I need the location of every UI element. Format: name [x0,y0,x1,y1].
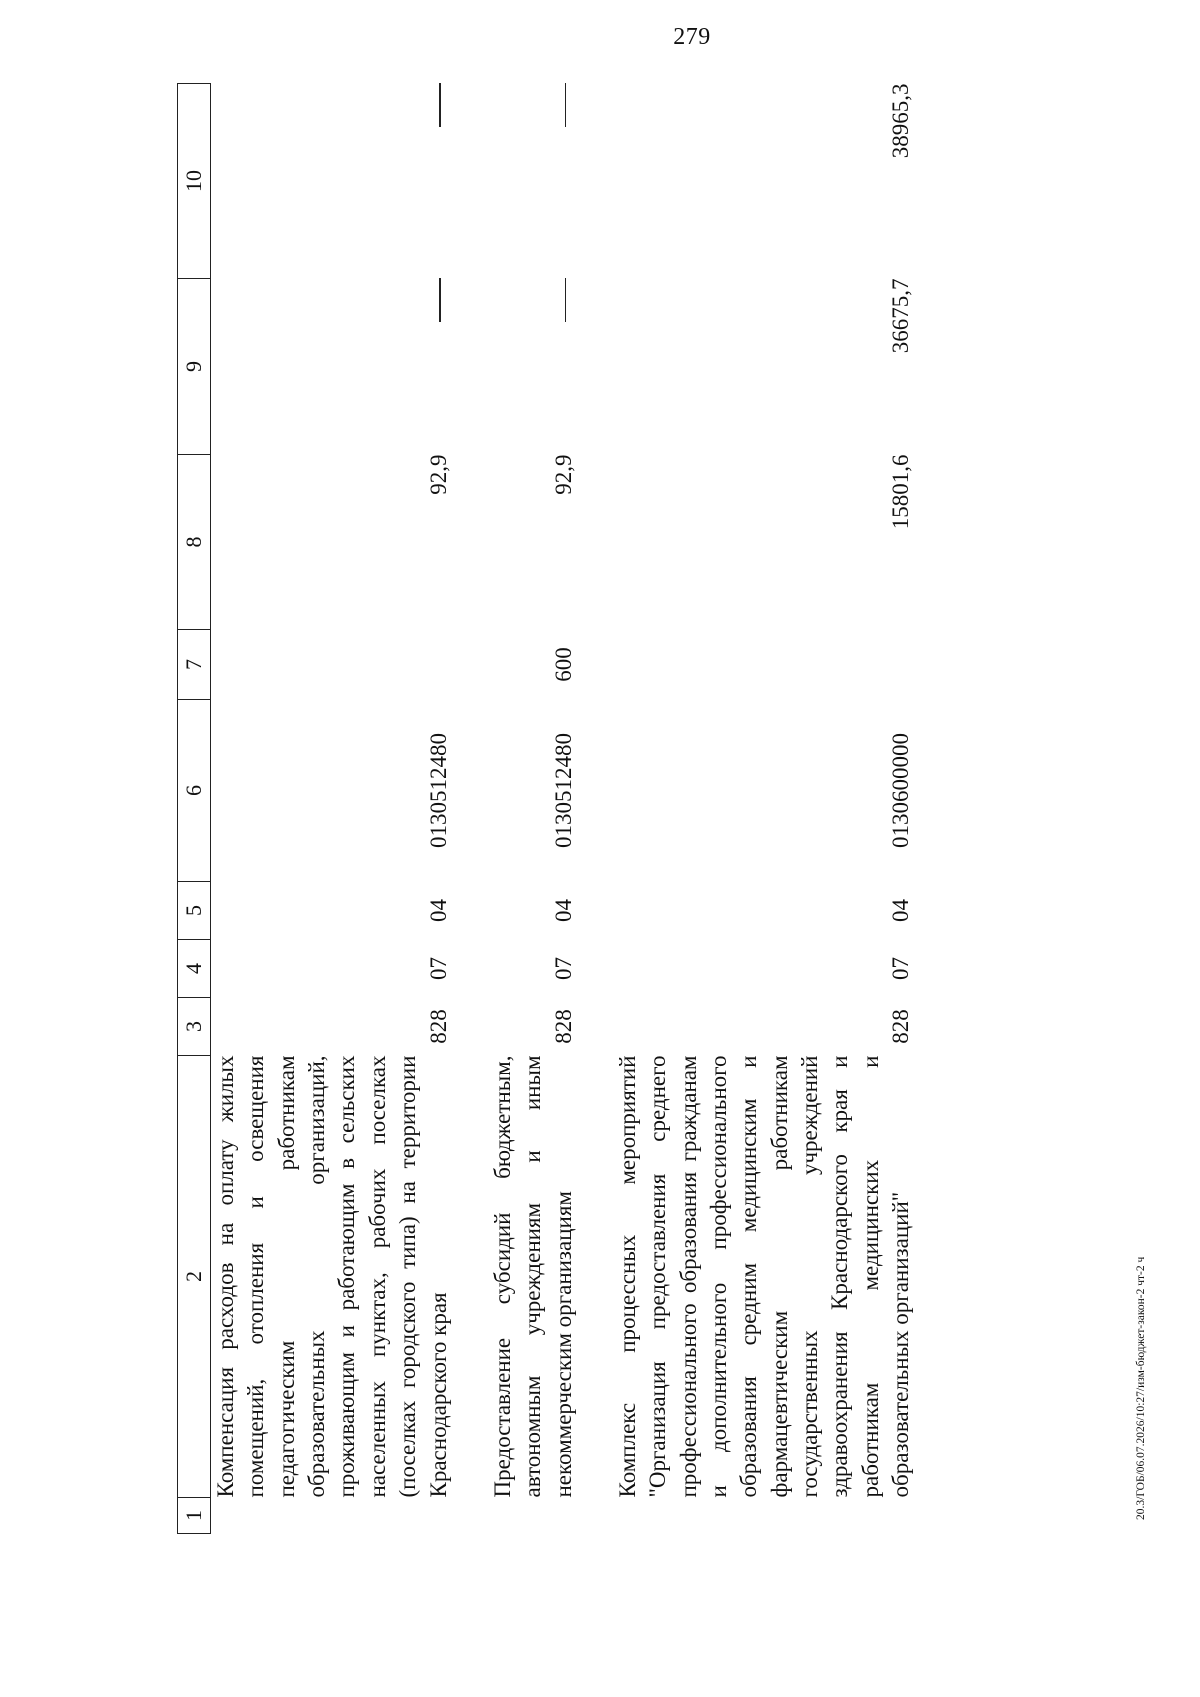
ministry-code: 828 [425,1009,451,1044]
amount-col9: 36675,7 [888,278,914,354]
ministry-code: 828 [550,1009,576,1044]
row-spacer [579,84,613,1534]
target-article-code: 0130512480 [550,733,576,848]
ministry-code: 828 [888,1009,914,1044]
amount-col9 [211,279,454,455]
dash-mark [565,84,567,128]
budget-table [177,83,917,1534]
dash-mark [565,279,567,323]
target-article-code: 0130600000 [888,733,914,848]
document-footer-code: 20.3/ГОБ/06.07.2026/10:27/изм-бюджет-закон-2 чт-2 ч [1135,1256,1147,1520]
expense-description: Компенсация расходов на оплату жилых помещений, отопления и освещения педагогическим работникам образовательных организаций, проживающим и работающим в сельских населенных пунктах, рабочих поселках (поселках городского типа) на территории Краснодарского края [213,1055,451,1498]
subsection-code: 04 [425,899,451,922]
subsection-code: 04 [550,899,576,922]
page-number: 279 [673,24,711,50]
subsection-code: 04 [888,899,914,922]
amount-col9 [488,279,579,455]
table-row [613,84,917,1534]
column-header: 2 [178,1056,211,1498]
row-spacer [454,84,488,1534]
target-article-code: 0130512480 [425,733,451,848]
row-number-cell [613,1498,917,1534]
table-row [211,84,454,1534]
amount-col10 [488,84,579,279]
amount-col10: 38965,3 [888,83,914,159]
column-header: 3 [178,998,211,1056]
dash-mark [439,279,441,323]
column-header: 6 [178,700,211,882]
expense-description: Предоставление субсидий бюджетным, автономным учреждениям и иным некоммерческим организациям [489,1055,576,1498]
column-header: 5 [178,882,211,940]
column-header: 4 [178,940,211,998]
column-header: 8 [178,455,211,630]
expense-type-code [613,630,917,700]
amount-col8: 92,9 [550,454,576,495]
table-row [488,84,579,1534]
dash-mark [439,84,441,128]
expense-type-code: 600 [550,647,576,682]
row-number-cell [488,1498,579,1534]
amount-col8: 92,9 [425,454,451,495]
column-header: 10 [178,84,211,279]
section-code: 07 [888,957,914,980]
section-code: 07 [425,957,451,980]
column-header: 7 [178,630,211,700]
amount-col10 [211,84,454,279]
table-header-row [178,84,211,1534]
expense-description: Комплекс процессных мероприятий "Организация предоставления среднего профессионального образования гражданам и дополнительного профессионального образования средним медицинским и фармацевтическим работникам государственных учреждений здравоохранения Краснодарского края и работникам медицинских и образовательных организаций" [614,1055,914,1498]
rotated-table-container [177,84,1063,1534]
column-header: 9 [178,279,211,455]
section-code: 07 [550,957,576,980]
row-number-cell [211,1498,454,1534]
column-header: 1 [178,1498,211,1534]
expense-type-code [211,630,454,700]
amount-col8: 15801,6 [888,454,914,530]
